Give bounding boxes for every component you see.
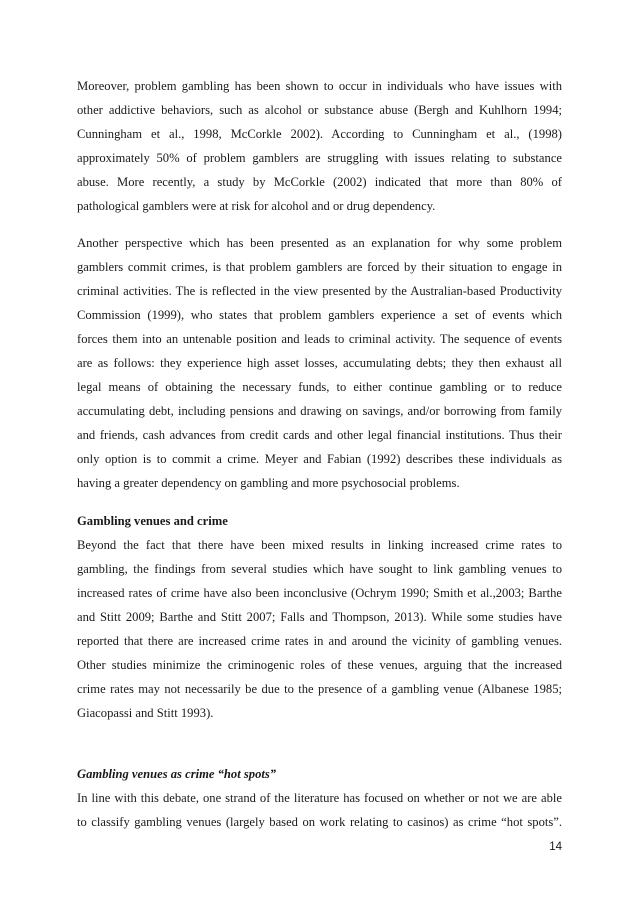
paragraph-2-line-4: Commission (1999), who states that problem gamblers experience a set of events which	[77, 308, 562, 322]
section-heading-venues-and-crime: Gambling venues and crime	[77, 514, 228, 528]
page-number: 14	[549, 841, 562, 853]
paragraph-3-line-2: gambling, the findings from several studies which have sought to link gambling venues to	[77, 562, 562, 576]
paragraph-3-line-3: increased rates of crime have also been inconclusive (Ochrym 1990; Smith et al.,2003; Barthe	[77, 586, 562, 600]
paragraph-1-line-6: pathological gamblers were at risk for alcohol and or drug dependency.	[77, 199, 436, 213]
paragraph-1-line-3: Cunningham et al., 1998, McCorkle 2002). According to Cunningham et al., (1998)	[77, 127, 562, 141]
paragraph-2-line-6: are as follows: they experience high asset losses, accumulating debts; they then exhaust all	[77, 356, 562, 370]
paragraph-2-line-8: accumulating debt, including pensions and drawing on savings, and/or borrowing from family	[77, 404, 562, 418]
paragraph-1-line-4: approximately 50% of problem gamblers are struggling with issues relating to substance	[77, 151, 562, 165]
paragraph-1-line-1: Moreover, problem gambling has been shown to occur in individuals who have issues with	[77, 79, 562, 93]
paragraph-2-line-1: Another perspective which has been presented as an explanation for why some problem	[77, 236, 562, 250]
paragraph-1-line-5: abuse. More recently, a study by McCorkle (2002) indicated that more than 80% of	[77, 175, 562, 189]
paragraph-4-line-1: In line with this debate, one strand of the literature has focused on whether or not we are able	[77, 791, 562, 805]
paragraph-1-line-2: other addictive behaviors, such as alcohol or substance abuse (Bergh and Kuhlhorn 1994;	[77, 103, 562, 117]
section-heading-hot-spots: Gambling venues as crime “hot spots”	[77, 767, 277, 781]
paragraph-2-line-2: gamblers commit crimes, is that problem gamblers are forced by their situation to engage in	[77, 260, 562, 274]
paragraph-3-line-7: crime rates may not necessarily be due to the presence of a gambling venue (Albanese 1985;	[77, 682, 562, 696]
paragraph-3-line-4: and Stitt 2009; Barthe and Stitt 2007; Falls and Thompson, 2013). While some studies have	[77, 610, 562, 624]
paragraph-3-line-1: Beyond the fact that there have been mixed results in linking increased crime rates to	[77, 538, 562, 552]
paragraph-4-line-2: to classify gambling venues (largely based on work relating to casinos) as crime “hot spots”.	[77, 815, 562, 829]
paragraph-3-line-6: Other studies minimize the criminogenic roles of these venues, arguing that the increased	[77, 658, 562, 672]
paragraph-3-line-5: reported that there are increased crime rates in and around the vicinity of gambling venues.	[77, 634, 562, 648]
paragraph-2-line-11: having a greater dependency on gambling and more psychosocial problems.	[77, 476, 460, 490]
paragraph-2-line-9: and friends, cash advances from credit cards and other legal financial institutions. Thus their	[77, 428, 562, 442]
paragraph-2-line-10: only option is to commit a crime. Meyer and Fabian (1992) describes these individuals as	[77, 452, 562, 466]
paragraph-2-line-5: forces them into an untenable position and leads to criminal activity. The sequence of events	[77, 332, 562, 346]
paragraph-3-line-8: Giacopassi and Stitt 1993).	[77, 706, 214, 720]
paragraph-2-line-7: legal means of obtaining the necessary funds, to either continue gambling or to reduce	[77, 380, 562, 394]
paragraph-2-line-3: criminal activities. The is reflected in the view presented by the Australian-based Productivity	[77, 284, 562, 298]
